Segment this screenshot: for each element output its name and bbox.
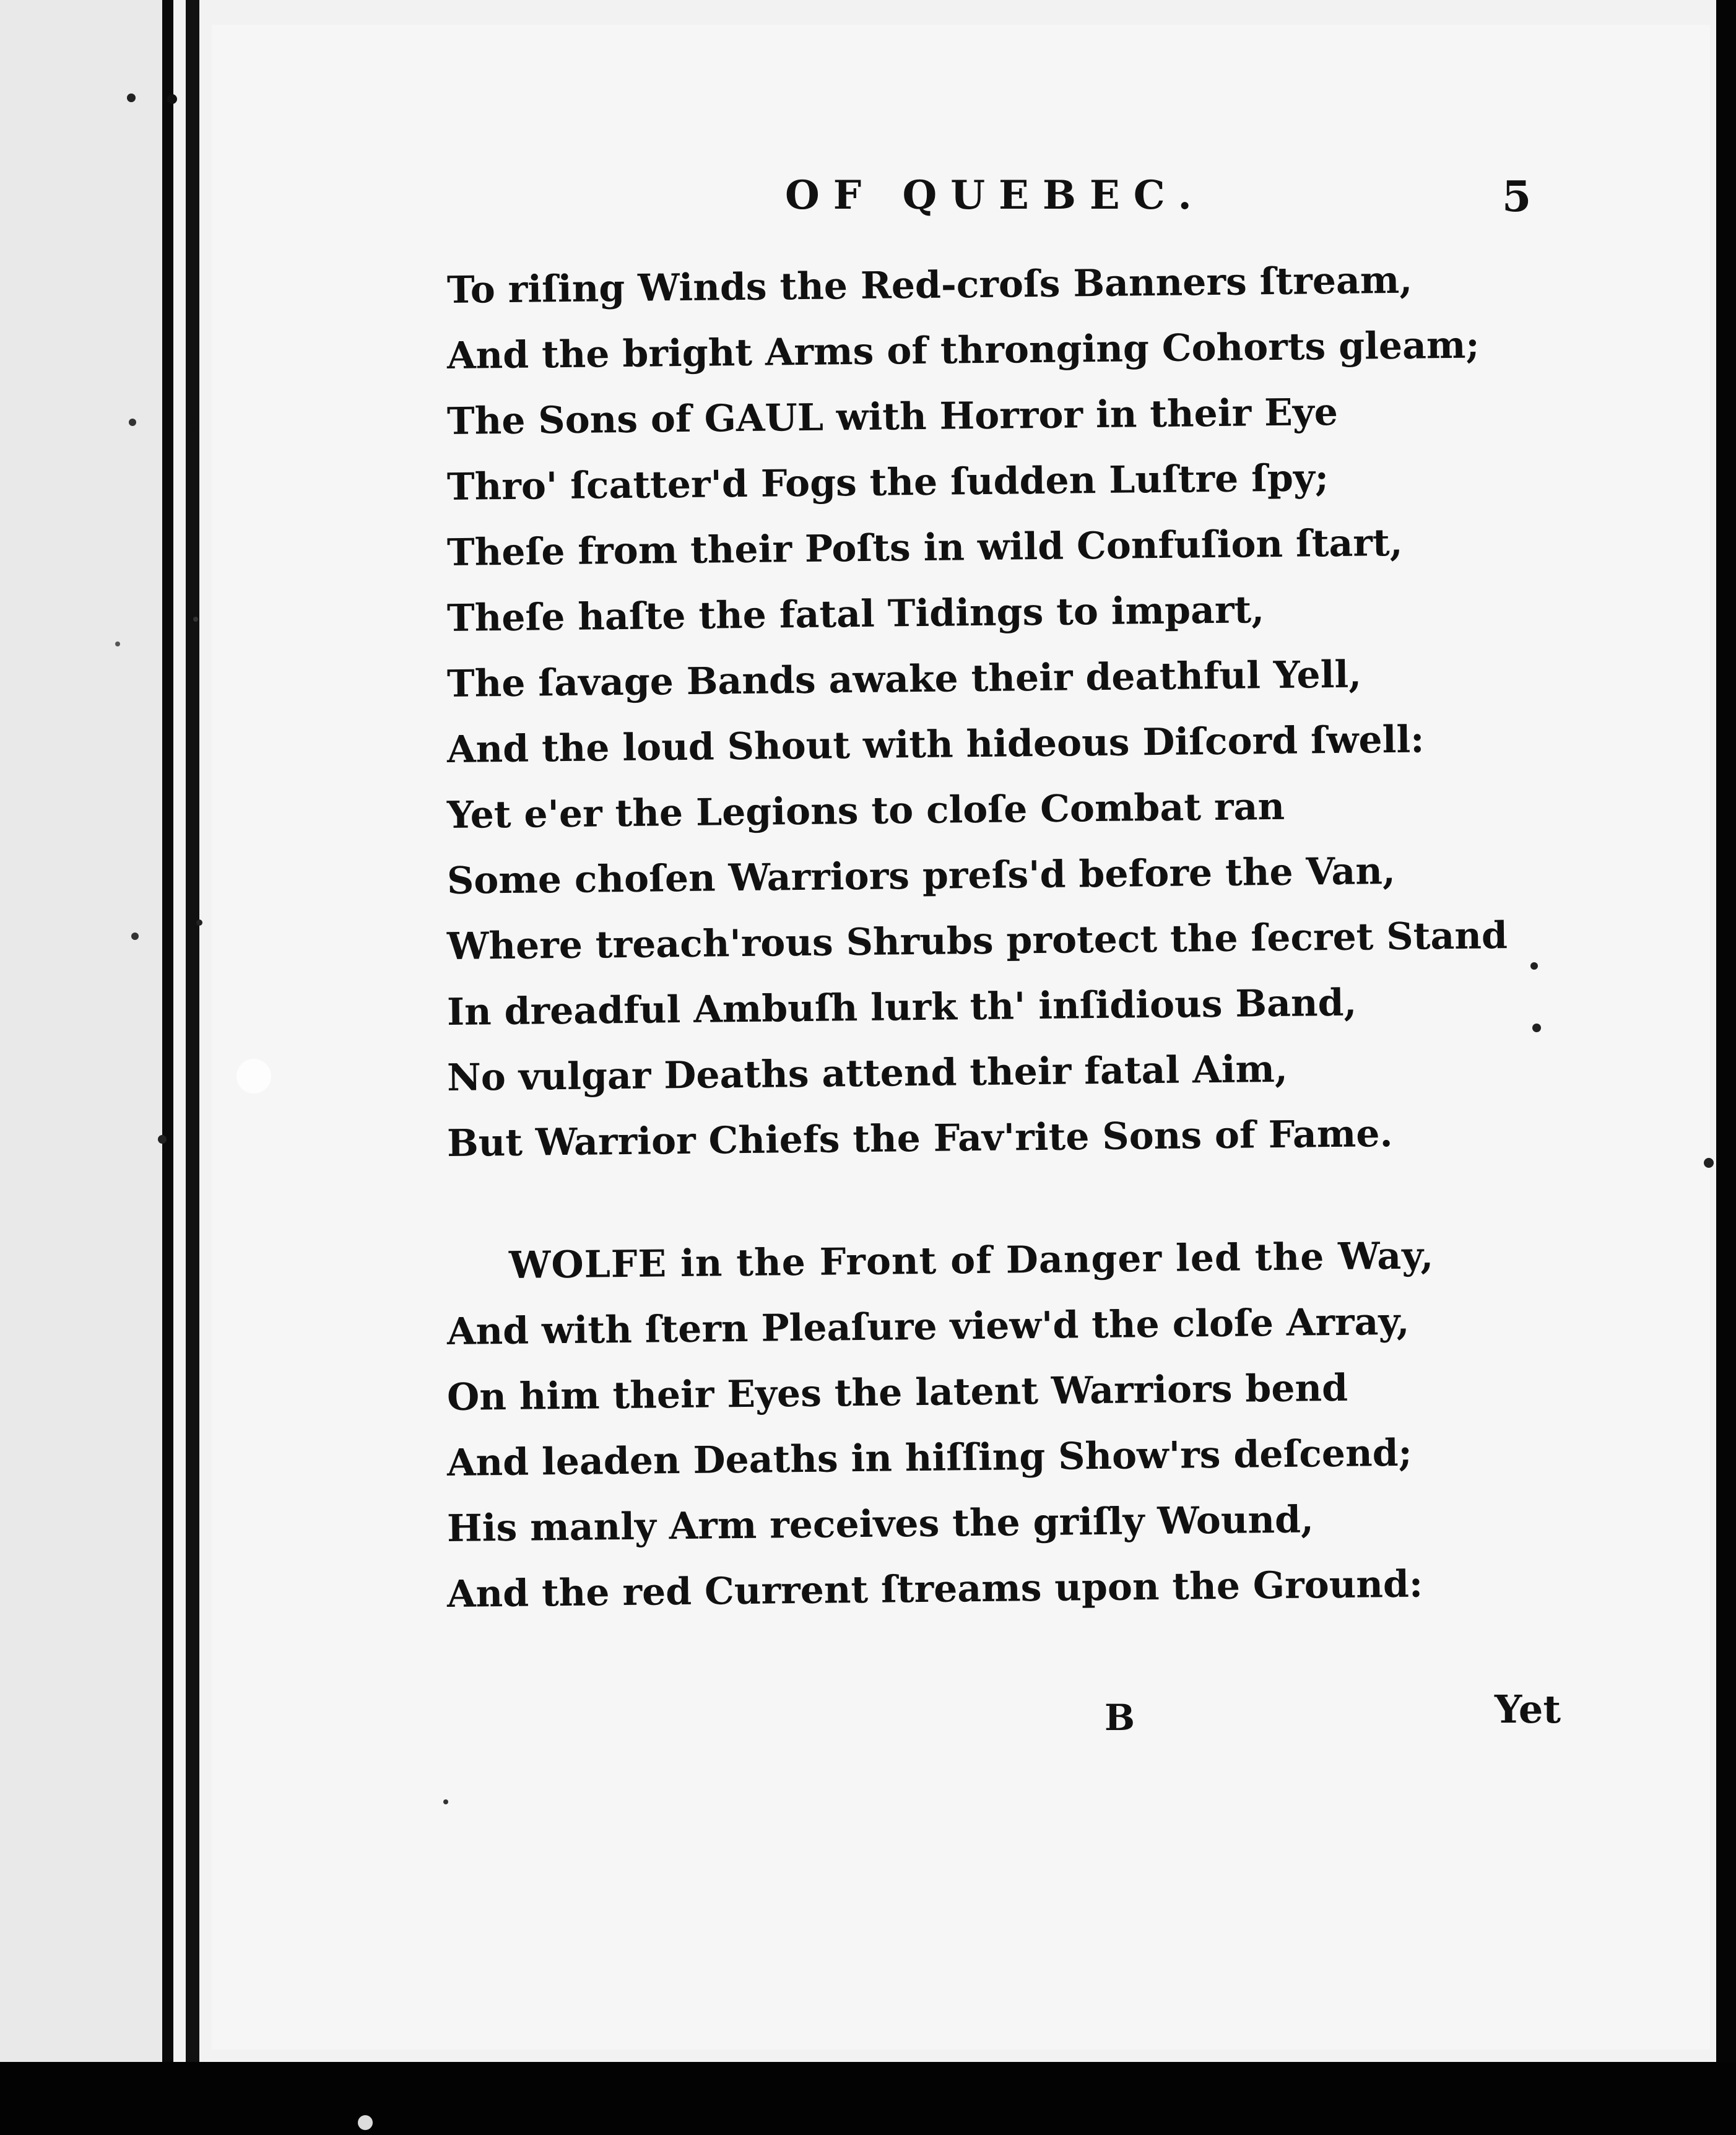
poem-text: [446, 258, 1508, 1627]
catchword: Yet: [1495, 1687, 1561, 1732]
verse-line: The Sons of GAUL with Horror in their Eye: [446, 390, 1339, 443]
verse-line: And the loud Shout with hideous Diſcord ſwell:: [446, 718, 1425, 772]
verse-line: In dreadful Ambuſh lurk th' inſidious Band,: [446, 981, 1357, 1034]
verse-line: And with ſtern Pleaſure view'd the cloſe Array,: [446, 1300, 1410, 1354]
verse-line: And the red Current ſtreams upon the Ground:: [446, 1562, 1423, 1616]
verse-line: Some choſen Warriors preſs'd before the Van,: [446, 849, 1396, 903]
verse-line: Theſe from their Poſts in wild Confuſion ſtart,: [446, 521, 1403, 575]
verse-line: And leaden Deaths in hiſſing Show'rs deſcend;: [446, 1431, 1413, 1485]
running-title: OF QUEBEC.: [785, 172, 1205, 219]
page-number: 5: [1502, 172, 1532, 222]
verse-line: WOLFE in the Front of Danger led the Way,: [508, 1234, 1434, 1287]
verse-line: The ſavage Bands awake their deathful Yell,: [446, 653, 1362, 706]
verse-line: Where treach'rous Shrubs protect the ſecret Stand: [446, 914, 1508, 968]
verse-line: To riſing Winds the Red-croſs Banners ſtream,: [446, 258, 1413, 312]
verse-line: Theſe haſte the fatal Tidings to impart,: [446, 588, 1265, 640]
verse-line: And the bright Arms of thronging Cohorts gleam;: [446, 323, 1480, 378]
verse-line: On him their Eyes the latent Warriors bend: [446, 1366, 1348, 1419]
signature-mark: B: [1105, 1697, 1135, 1739]
verse-line: His manly Arm receives the griſly Wound,: [446, 1498, 1314, 1550]
verse-line: Yet e'er the Legions to cloſe Combat ran: [446, 785, 1285, 837]
verse-line: Thro' ſcatter'd Fogs the ſudden Luſtre ſpy;: [446, 456, 1329, 509]
verse-line: No vulgar Deaths attend their fatal Aim,: [446, 1047, 1288, 1100]
verse-line: But Warrior Chiefs the Fav'rite Sons of Fame.: [446, 1112, 1393, 1165]
